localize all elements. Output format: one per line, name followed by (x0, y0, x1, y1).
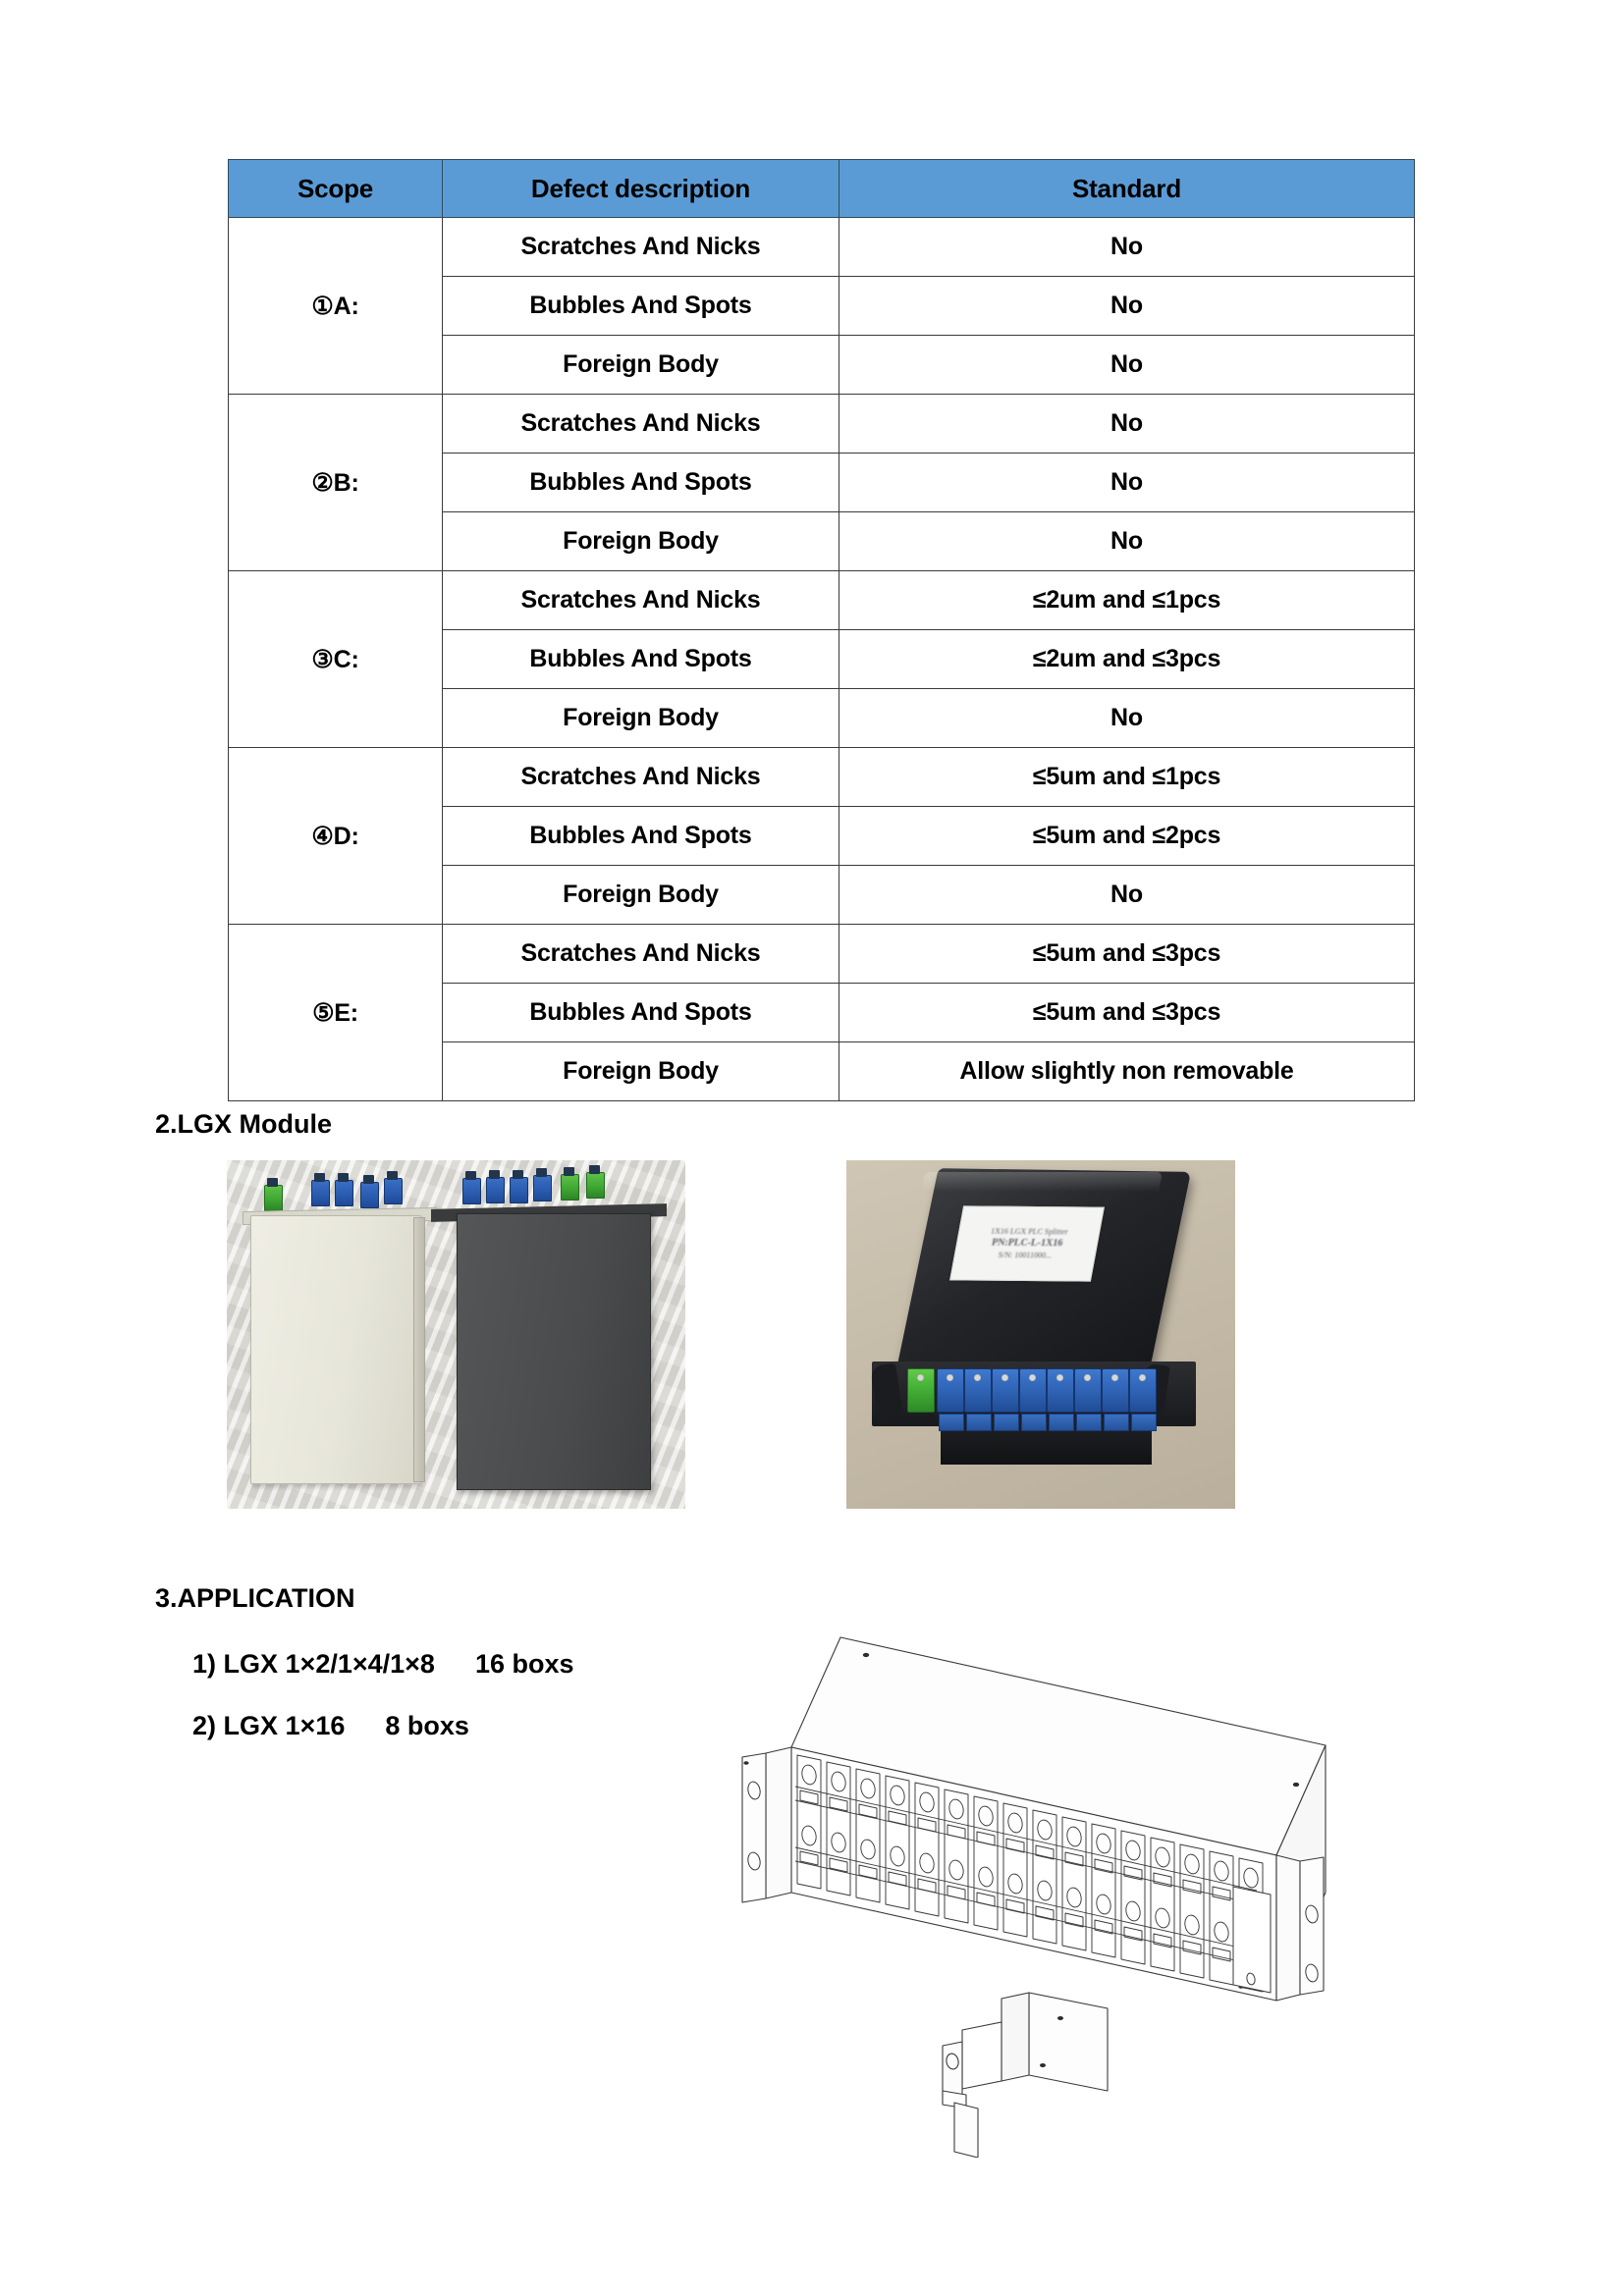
standard-cell: ≤5um and ≤3pcs (839, 925, 1415, 984)
defect-cell: Bubbles And Spots (443, 984, 839, 1042)
table-header-row (229, 160, 1415, 218)
column-header-standard: Standard (839, 160, 1415, 218)
table-row (229, 571, 1415, 630)
front-connector-blue-icon (937, 1368, 964, 1413)
module-edge-beige (413, 1217, 425, 1482)
scope-cell-c: ③C: (229, 571, 443, 748)
standard-cell: ≤5um and ≤3pcs (839, 984, 1415, 1042)
front-connector-lower-icon (1076, 1414, 1102, 1431)
front-connector-blue-icon (1019, 1368, 1047, 1413)
scope-cell-e: ⑤E: (229, 925, 443, 1101)
connector-blue-icon (510, 1177, 528, 1203)
product-label-line-3: S/N: 10011000... (997, 1250, 1053, 1260)
application-item-1-text: LGX 1×2/1×4/1×8 (223, 1649, 435, 1679)
defect-standard-table-container (228, 159, 1414, 1101)
module-body-dark (457, 1213, 651, 1490)
connector-blue-icon (384, 1178, 403, 1204)
application-item-2 (192, 1711, 469, 1741)
front-connector-blue-icon (1047, 1368, 1074, 1413)
application-item-2-num: 2) (192, 1711, 217, 1740)
defect-cell: Scratches And Nicks (443, 571, 839, 630)
front-connector-blue-icon (992, 1368, 1019, 1413)
detached-module (943, 1993, 1108, 2158)
standard-cell: No (839, 336, 1415, 395)
standard-cell: No (839, 218, 1415, 277)
standard-cell: No (839, 866, 1415, 925)
defect-cell: Foreign Body (443, 866, 839, 925)
table-header (229, 160, 1415, 218)
connector-green-icon (264, 1185, 283, 1211)
connector-blue-icon (311, 1180, 330, 1206)
photo-lgx-modules (227, 1160, 685, 1509)
standard-cell: No (839, 512, 1415, 571)
defect-cell: Scratches And Nicks (443, 748, 839, 807)
module-body-beige (250, 1215, 421, 1484)
front-connector-blue-icon (1129, 1368, 1157, 1413)
defect-cell: Foreign Body (443, 512, 839, 571)
column-header-defect: Defect description (443, 160, 839, 218)
rack-chassis-line-drawing (648, 1608, 1375, 2158)
front-connector-blue-icon (1102, 1368, 1129, 1413)
standard-cell: ≤5um and ≤1pcs (839, 748, 1415, 807)
table-body (229, 218, 1415, 1101)
front-connector-blue-icon (964, 1368, 992, 1413)
connector-blue-icon (486, 1177, 505, 1203)
front-connector-lower-icon (1021, 1414, 1047, 1431)
defect-cell: Bubbles And Spots (443, 454, 839, 512)
product-label (949, 1205, 1105, 1281)
front-connector-lower-icon (939, 1414, 964, 1431)
defect-cell: Foreign Body (443, 689, 839, 748)
connector-green-icon (561, 1174, 579, 1201)
standard-cell: ≤5um and ≤2pcs (839, 807, 1415, 866)
defect-cell: Scratches And Nicks (443, 395, 839, 454)
connector-blue-icon (462, 1178, 481, 1204)
defect-cell: Foreign Body (443, 336, 839, 395)
scope-cell-a: ①A: (229, 218, 443, 395)
front-connector-green-icon (907, 1368, 935, 1413)
front-connector-lower-icon (1104, 1414, 1129, 1431)
defect-cell: Foreign Body (443, 1042, 839, 1101)
front-connector-lower-icon (1049, 1414, 1074, 1431)
photo-lgx-splitter-box (846, 1160, 1235, 1509)
connector-green-icon (586, 1172, 605, 1199)
standard-cell: No (839, 454, 1415, 512)
standard-cell: No (839, 277, 1415, 336)
defect-cell: Bubbles And Spots (443, 277, 839, 336)
column-header-scope: Scope (229, 160, 443, 218)
splitter-box-highlight (921, 1172, 1163, 1192)
scope-cell-b: ②B: (229, 395, 443, 571)
table-row (229, 748, 1415, 807)
defect-standard-table (228, 159, 1415, 1101)
application-item-1 (192, 1649, 574, 1680)
defect-cell: Bubbles And Spots (443, 807, 839, 866)
front-connector-lower-icon (994, 1414, 1019, 1431)
blank-filler-panel (1233, 1887, 1271, 1993)
section-heading-application: 3.APPLICATION (155, 1583, 355, 1613)
front-connector-lower-icon (1131, 1414, 1157, 1431)
connector-blue-icon (360, 1182, 379, 1208)
front-connector-lower-icon (966, 1414, 992, 1431)
standard-cell: No (839, 395, 1415, 454)
table-row (229, 218, 1415, 277)
standard-cell: No (839, 689, 1415, 748)
application-item-2-text: LGX 1×16 (223, 1711, 346, 1740)
connector-blue-icon (335, 1180, 353, 1206)
application-item-2-qty: 8 boxs (385, 1711, 469, 1740)
defect-cell: Scratches And Nicks (443, 218, 839, 277)
application-item-1-qty: 16 boxs (474, 1649, 574, 1679)
defect-cell: Scratches And Nicks (443, 925, 839, 984)
standard-cell: Allow slightly non removable (839, 1042, 1415, 1101)
standard-cell: ≤2um and ≤3pcs (839, 630, 1415, 689)
section-heading-lgx-module: 2.LGX Module (155, 1109, 333, 1139)
front-connector-blue-icon (1074, 1368, 1102, 1413)
defect-cell: Bubbles And Spots (443, 630, 839, 689)
product-label-line-2: PN:PLC-L-1X16 (991, 1237, 1064, 1250)
application-item-1-num: 1) (192, 1649, 217, 1679)
scope-cell-d: ④D: (229, 748, 443, 925)
standard-cell: ≤2um and ≤1pcs (839, 571, 1415, 630)
table-row (229, 925, 1415, 984)
product-label-line-1: 1X16 LGX PLC Splitter (990, 1226, 1069, 1237)
connector-blue-icon (533, 1175, 552, 1201)
table-row (229, 395, 1415, 454)
